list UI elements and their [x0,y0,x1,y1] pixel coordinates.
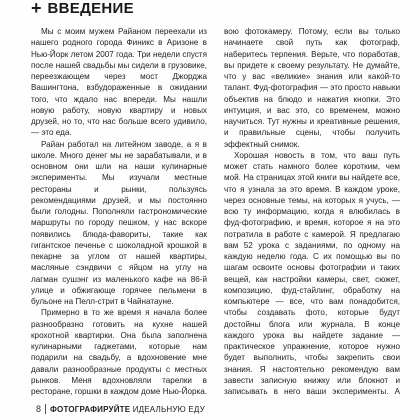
paragraph: Райан работал на литейном заводе, а я в школе. Много денег мы не зарабатывали, и в основном они шли на наши кулинарные эксперименты. Мы изучали местные рестораны и рынки, пользуясь рекомендациями друзей, и мы постоянно были голодны. Пополняли гастрономические маршруты по городу пешком, у нас вскоре появились блюда-фавориты, такие как гигантское печенье с шоколадной крошкой в пекарне за углом от нашей квартиры, масляные сэндвичи с яйцом на углу на лагман сушэнг из маленького кафе на 86-й улице и обжигающе горячее пельмени в бульоне на Пелл-стрит в Чайнатауне. [31,139,207,306]
plus-icon: + [31,0,42,18]
paragraph: вою фотокамеру. Потому, если вы только начинаете свой путь как фотограф, наберитесь терпения. Верьте, что поработав, вы придете к своему результату. Не думайте, что у вас «великие» знания или какой-то талант. Фуд-фотография — это просто навыки объектив на блюдо и нажатия кнопки. Это интуиция, и вас это, со временем, можно научиться. Тут нужны и креативные решения, и правильные сцены, чтобы получить эффектный снимок. [224,27,400,149]
running-title-rest: ИДЕАЛЬНУЮ ЕДУ [132,404,205,414]
left-text-column [31,26,207,396]
paragraph: Хорошая новость в том, что ваш путь может стать намного более коротким, чем мой. На страницах этой книги вы найдете все, что я узнала за это время. В каждом уроке, через основные темы, на которых я учусь, — всю ту информацию, когда я влюбилась в фуд-фотографию, и время, которое я на это потратила в работе с камерой. Я предлагаю вам 52 урока с заданиями, по одному на каждую неделю года. С их помощью вы по шагам освоите основы фотографии и таких вещей, как настройки камеры, свет, сюжет, композицию, фуд-стайлинг, обработку на компьютере — все, что вам понадобится, чтобы создавать фото, которые будут достойны блога или журнала. В конце каждого урока вы найдете задание — практическое упражнение, которое нужно будет выполнить, чтобы закрепить свои знания. Я настоятельно рекомендую вам завести записную книжку или блокнот и записывать в него ваши эксперименты. А [224,150,400,396]
section-title: ВВЕДЕНИЕ [47,0,134,17]
page-footer [0,402,420,416]
running-title-bold: ФОТОГРАФИРУЙТЕ [50,404,131,414]
page-number: 8 [36,404,42,414]
running-title [50,405,205,414]
right-text-column [224,26,400,396]
section-header [31,0,134,16]
paragraph: Мы с моим мужем Райаном переехали из нашего родного города Финикс в Аризоне в Нью-Йорк летом 2007 года. Три недели спустя после нашей свадьбы мы сидели в грузовике, переезжающем через мост Джорджа Вашингтона, взбудораженные в ожидании того, что ждало нас впереди. Мы нашли новую работу, новую квартиру и новых друзей, но то, что нас больше всего удивило, — это еда. [31,27,207,138]
footer-divider [45,404,46,414]
paragraph: Примерно в то же время я начала более разнообразно готовить на кухне нашей крохотной квартирки. Она была заполнена кулинарными гаджетами, которые нам подарили на свадьбу, а вдохновение мне давали разнообразные продукты с местных рынков. Меня вдохновляли тарелки в ресторане, горшки в каждом доме Нью-Йорка. [31,308,207,396]
